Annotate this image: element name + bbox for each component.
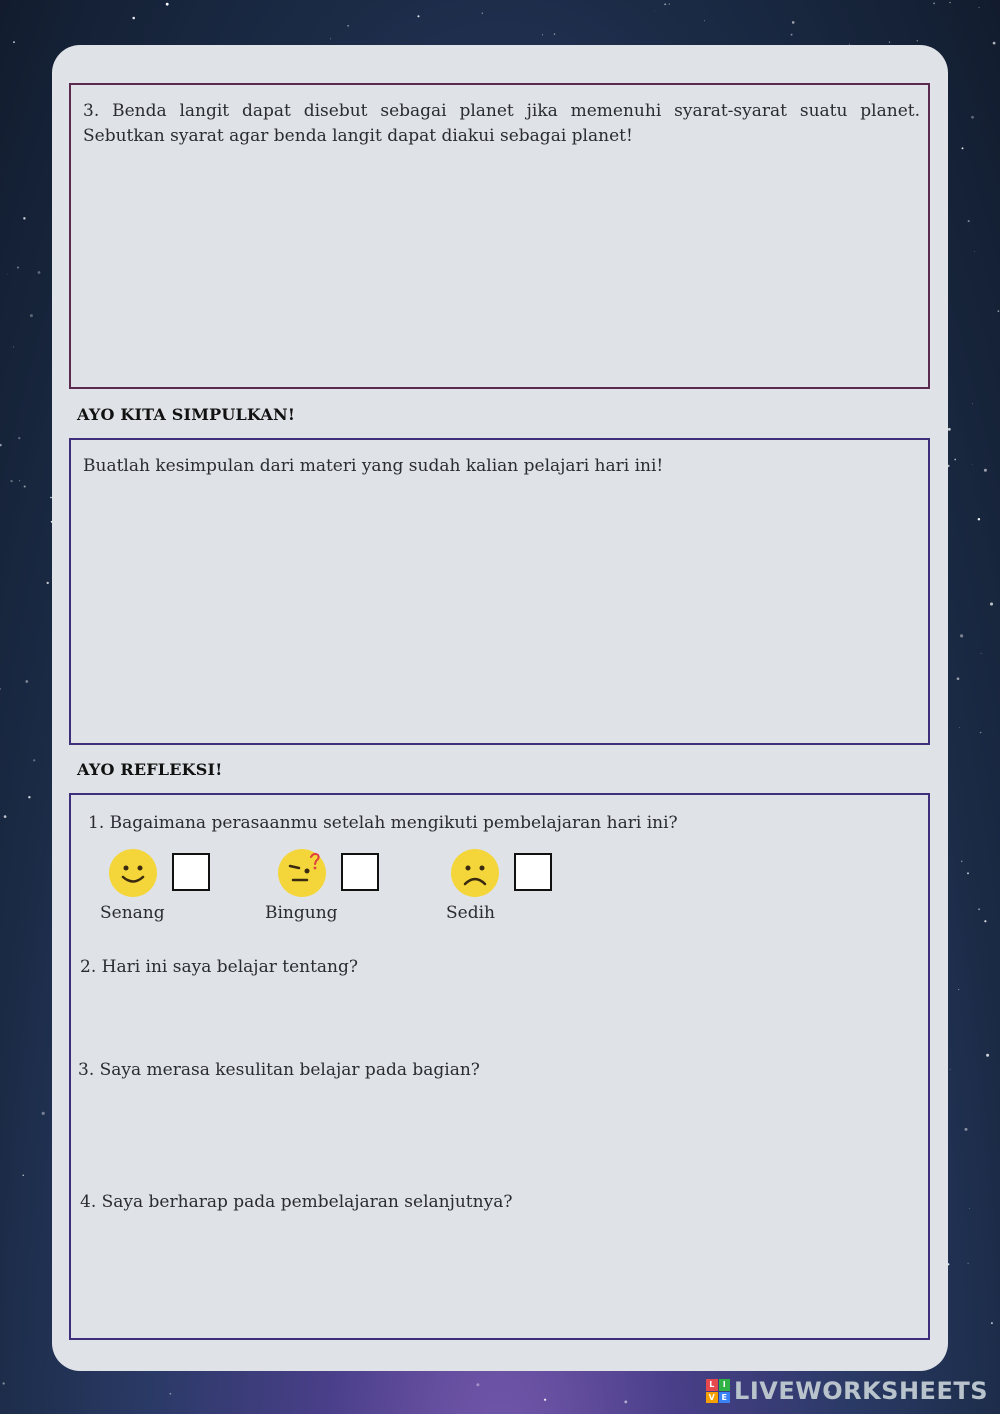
star <box>949 2 950 3</box>
star <box>3 1382 5 1384</box>
conclusion-prompt: Buatlah kesimpulan dari materi yang sudah kalian pelajari hari ini! <box>83 456 664 476</box>
logo-letter: L <box>706 1379 718 1391</box>
star <box>33 759 35 761</box>
reflection-question-4: 4. Saya berharap pada pembelajaran selanjutnya? <box>80 1192 513 1212</box>
star <box>19 480 20 481</box>
star <box>981 653 982 654</box>
star <box>961 861 962 862</box>
mood-sedih-label: Sedih <box>446 903 495 923</box>
star <box>998 310 1000 312</box>
star <box>978 518 980 520</box>
logo-letter: E <box>719 1392 731 1404</box>
star <box>294 1412 295 1413</box>
star <box>30 314 33 317</box>
worksheet-card <box>52 45 948 1371</box>
star <box>971 116 974 119</box>
star <box>972 403 973 404</box>
star <box>330 39 331 40</box>
star <box>24 485 26 487</box>
star <box>170 1393 172 1395</box>
star <box>25 680 28 683</box>
star <box>964 1128 967 1131</box>
star <box>933 3 935 5</box>
star <box>958 989 959 990</box>
star <box>554 33 555 34</box>
star <box>957 677 960 680</box>
star <box>0 444 2 446</box>
star <box>968 220 970 222</box>
star <box>38 271 41 274</box>
star <box>979 7 980 8</box>
star <box>23 1175 24 1176</box>
reflection-box <box>69 793 930 1340</box>
star <box>980 732 982 734</box>
star <box>4 815 7 818</box>
mood-senang-checkbox[interactable] <box>172 853 210 891</box>
star <box>986 1054 989 1057</box>
star <box>18 437 20 439</box>
mood-bingung-checkbox[interactable] <box>341 853 379 891</box>
star <box>889 41 890 42</box>
liveworksheets-brand[interactable] <box>706 1376 988 1406</box>
star <box>482 13 483 14</box>
question-3-answer-box[interactable] <box>69 83 930 389</box>
star <box>972 464 973 465</box>
star <box>792 21 795 24</box>
mood-bingung-label: Bingung <box>265 903 338 923</box>
reflection-question-1: 1. Bagaimana perasaanmu setelah mengikuti pembelajaran hari ini? <box>88 813 678 833</box>
star <box>0 688 1 690</box>
star <box>950 1069 951 1070</box>
star <box>7 274 8 275</box>
star <box>13 41 15 43</box>
star <box>984 469 987 472</box>
star <box>664 3 666 5</box>
star <box>347 25 348 26</box>
liveworksheets-logo-icon <box>706 1379 730 1403</box>
star <box>968 1263 969 1264</box>
simpulkan-heading: AYO KITA SIMPULKAN! <box>77 405 296 424</box>
star <box>624 1401 627 1404</box>
star <box>42 1112 45 1115</box>
star <box>959 727 960 728</box>
star <box>417 15 419 17</box>
star <box>978 908 980 910</box>
brand-text: LIVEWORKSHEETS <box>734 1377 988 1405</box>
star <box>654 11 655 12</box>
star <box>544 1399 546 1401</box>
star <box>476 1383 479 1386</box>
star <box>791 34 793 36</box>
star <box>984 920 986 922</box>
star <box>990 602 993 605</box>
star <box>166 3 169 6</box>
reflection-question-2: 2. Hari ini saya belajar tentang? <box>80 957 358 977</box>
star <box>993 42 996 45</box>
reflection-question-3: 3. Saya merasa kesulitan belajar pada bagian? <box>78 1060 480 1080</box>
question-3-text: 3. Benda langit dapat disebut sebagai planet jika memenuhi syarat-syarat suatu planet. Sebutkan syarat agar benda langit dapat diakui sebagai planet! <box>83 101 920 146</box>
star <box>917 40 918 41</box>
star <box>948 428 951 431</box>
star <box>969 1208 970 1209</box>
star <box>28 796 30 798</box>
smiley-confused-icon <box>278 849 326 897</box>
refleksi-heading: AYO REFLEKSI! <box>77 760 223 779</box>
smiley-happy-icon <box>109 849 157 897</box>
star <box>967 872 969 874</box>
star <box>23 217 25 219</box>
star <box>669 4 670 5</box>
mood-senang-label: Senang <box>100 903 165 923</box>
star <box>954 459 956 461</box>
star <box>10 480 12 482</box>
conclusion-answer-box[interactable] <box>69 438 930 745</box>
star <box>962 147 964 149</box>
star <box>960 634 963 637</box>
star <box>974 251 975 252</box>
star <box>704 20 705 21</box>
star <box>542 34 543 35</box>
smiley-sad-icon <box>451 849 499 897</box>
mood-sedih-checkbox[interactable] <box>514 853 552 891</box>
star <box>13 346 14 347</box>
star <box>991 1322 993 1324</box>
star <box>47 582 49 584</box>
logo-letter: V <box>706 1392 718 1404</box>
star <box>132 17 135 20</box>
star <box>17 267 19 269</box>
logo-letter: I <box>719 1379 731 1391</box>
